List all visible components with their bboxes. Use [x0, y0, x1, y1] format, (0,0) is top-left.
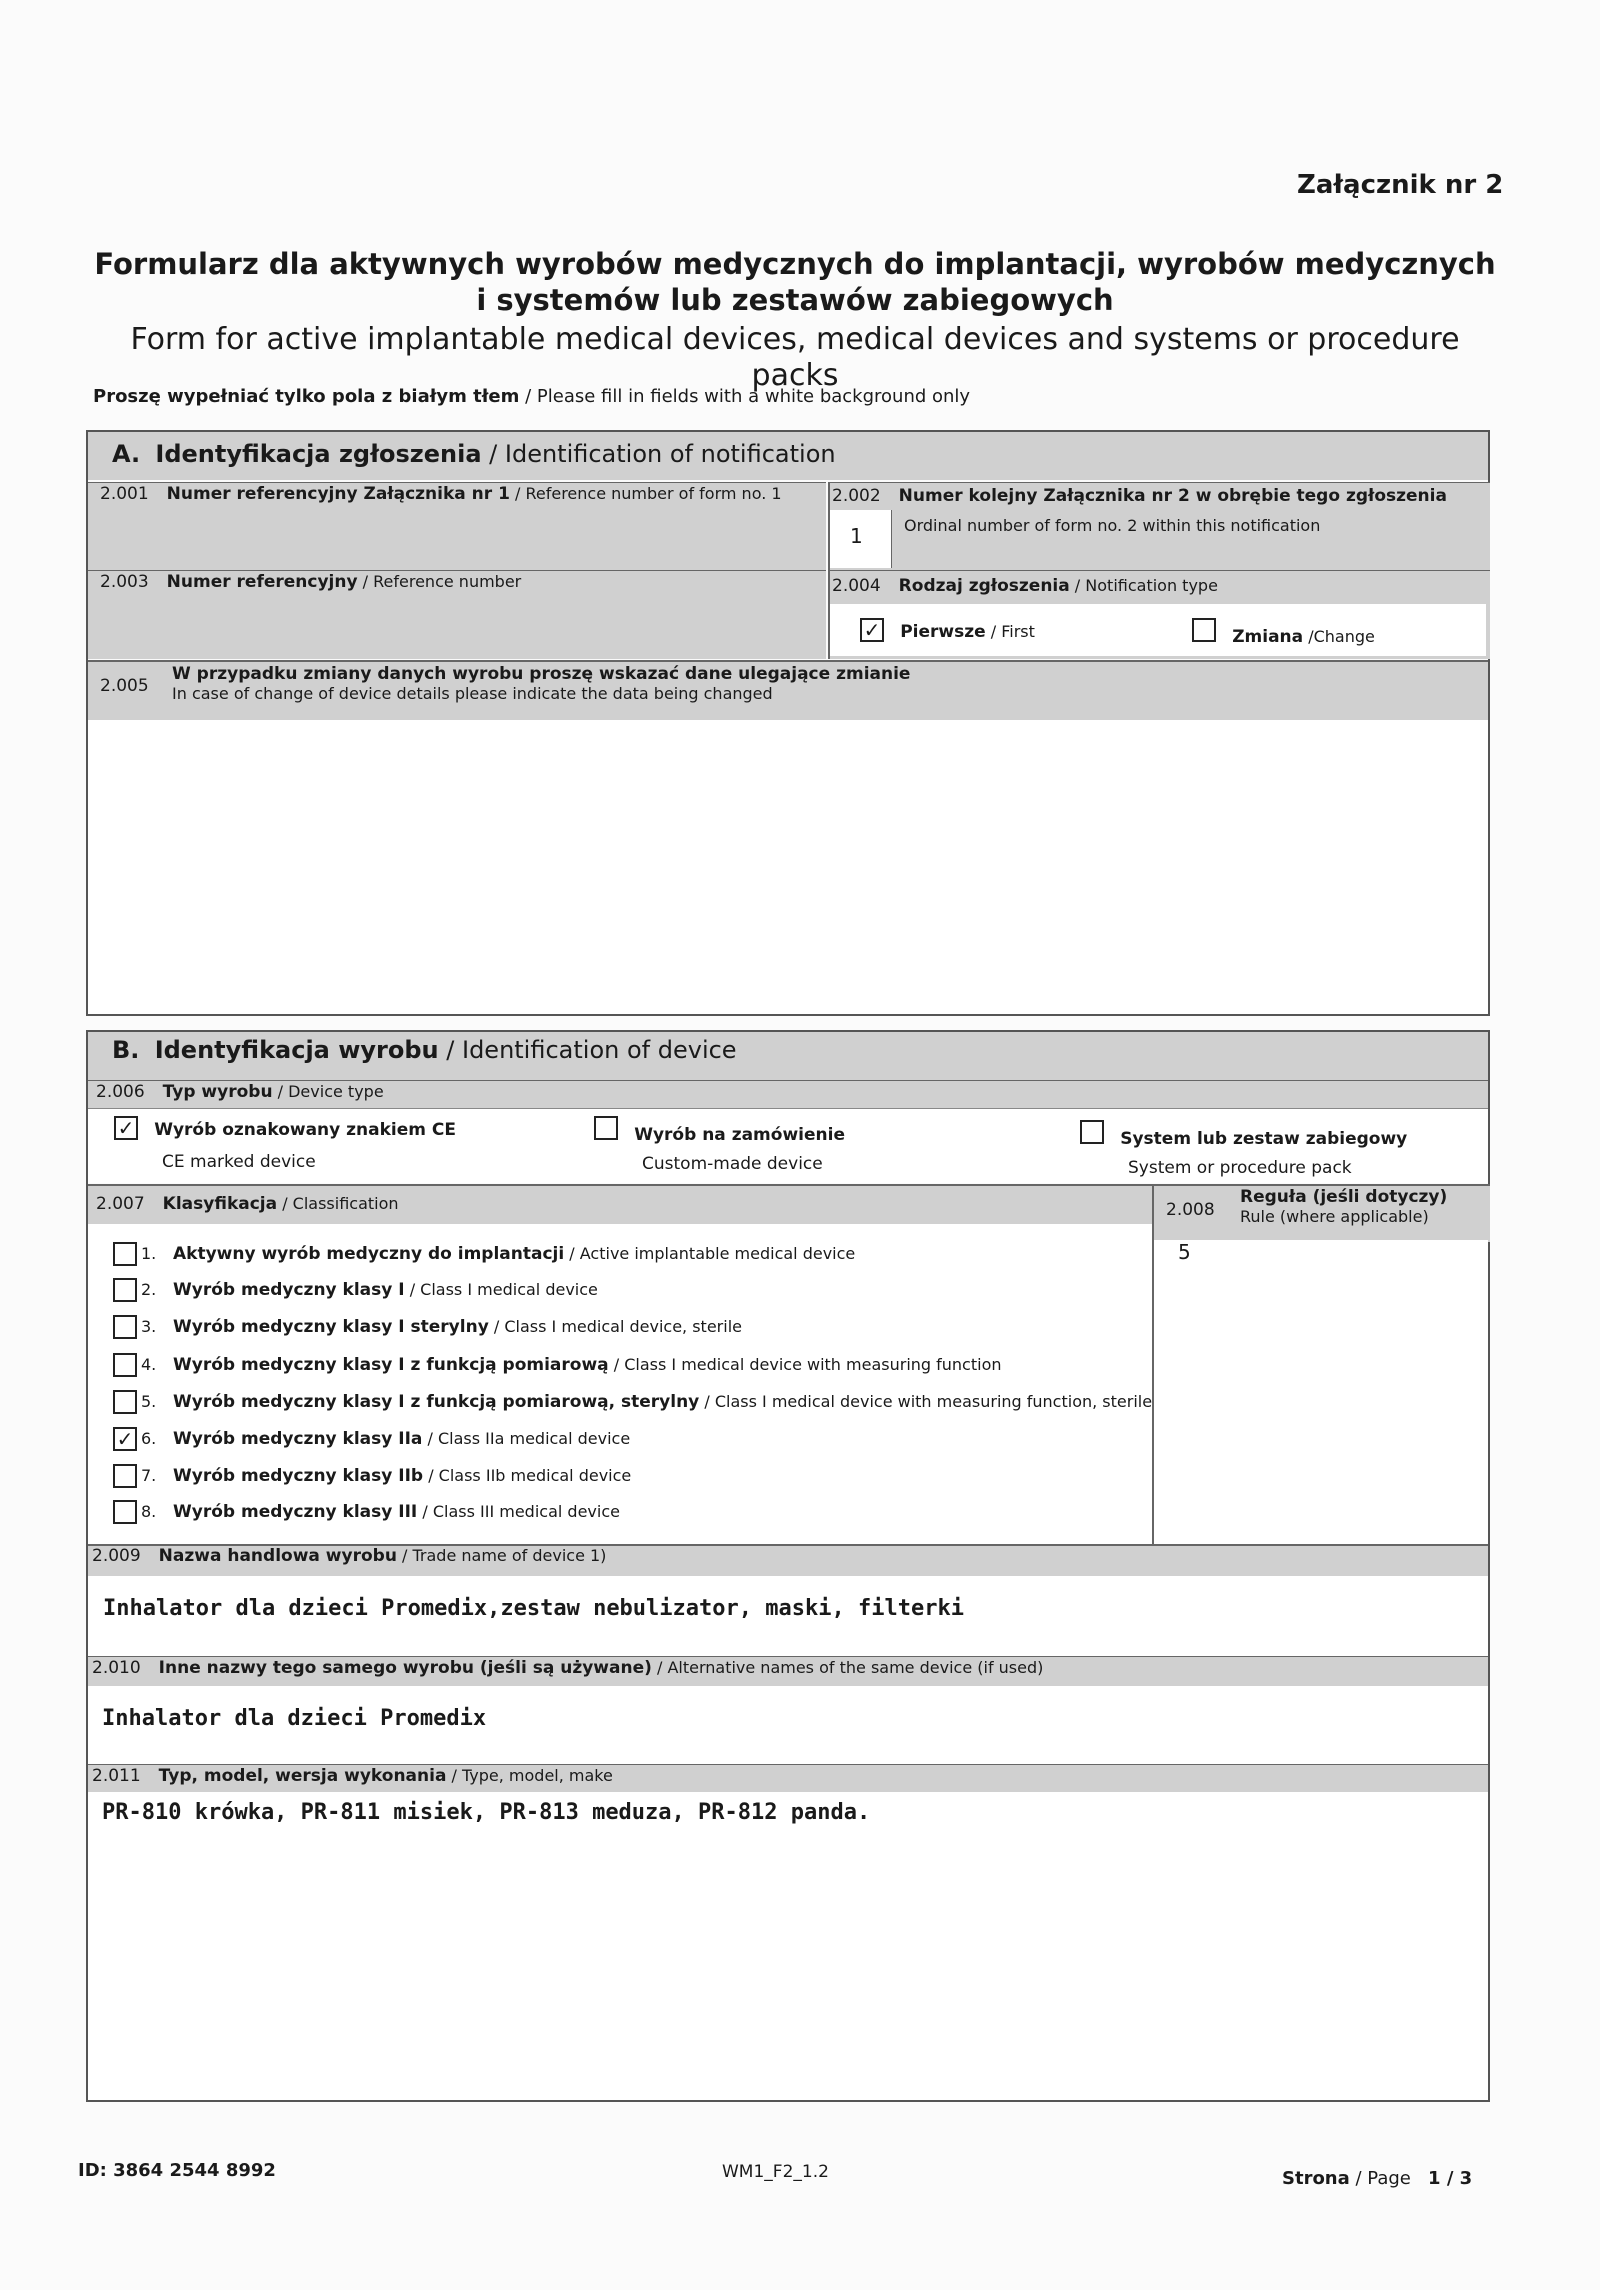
checkbox-custom-made[interactable] — [594, 1116, 618, 1140]
classification-item[interactable] — [113, 1278, 598, 1302]
field-2008-num: 2.008 — [1166, 1200, 1215, 1220]
type-model-value: PR-810 krówka, PR-811 misiek, PR-813 meduza, PR-812 panda. — [102, 1800, 871, 1825]
title-pl-line2: i systemów lub zestawów zabiegowych — [476, 283, 1114, 317]
document-id: ID: 3864 2544 8992 — [78, 2160, 276, 2181]
classification-item[interactable] — [113, 1315, 742, 1339]
classification-label-en: / Class IIb medical device — [423, 1466, 632, 1485]
notification-type-change[interactable] — [1192, 618, 1375, 647]
classification-number: 6. — [141, 1429, 157, 1448]
form-title-en: Form for active implantable medical devices, medical devices and systems or procedure packs — [130, 322, 1460, 393]
field-2004-num: 2.004 — [832, 576, 881, 596]
page-indicator — [1282, 2168, 1472, 2189]
classification-checkbox[interactable]: ✓ — [113, 1427, 137, 1451]
field-2008-value: 5 — [1178, 1240, 1191, 1264]
classification-label-en: / Class III medical device — [417, 1502, 620, 1521]
field-2007-num: 2.007 — [96, 1194, 145, 1214]
classification-number: 7. — [141, 1466, 157, 1485]
field-2001-num: 2.001 — [100, 484, 149, 504]
field-2002-label-en: Ordinal number of form no. 2 within this notification — [904, 516, 1321, 535]
field-2005-label — [172, 664, 910, 704]
instruction-en: / Please fill in fields with a white background only — [519, 386, 971, 407]
form-title-pl — [90, 246, 1500, 318]
first-label-en: / First — [985, 622, 1035, 641]
field-2006-label-en: / Device type — [272, 1082, 384, 1101]
field-2006-label — [96, 1082, 384, 1102]
field-2004-label-en: / Notification type — [1069, 576, 1218, 595]
checkbox-system-pack[interactable] — [1080, 1120, 1104, 1144]
classification-number: 2. — [141, 1280, 157, 1299]
change-label-en: /Change — [1303, 627, 1375, 646]
classification-label-en: / Class I medical device with measuring function — [608, 1355, 1002, 1374]
field-2007-label-en: / Classification — [277, 1194, 399, 1213]
field-2002-input[interactable] — [830, 510, 892, 568]
field-2011-label-en: / Type, model, make — [446, 1766, 613, 1785]
field-2003-input[interactable] — [88, 600, 826, 656]
classification-list — [88, 1224, 1152, 1544]
trade-name-value: Inhalator dla dzieci Promedix,zestaw nebulizator, maski, filterki — [103, 1596, 964, 1621]
classification-number: 8. — [141, 1502, 157, 1521]
field-2003-label-en: / Reference number — [357, 572, 522, 591]
field-2003-label-pl: Numer referencyjny — [166, 572, 358, 592]
system-label-pl: System lub zestaw zabiegowy — [1120, 1129, 1408, 1149]
field-2009-num: 2.009 — [92, 1546, 141, 1566]
classification-label-pl: Wyrób medyczny klasy IIb — [173, 1466, 424, 1486]
field-2008-label — [1240, 1188, 1447, 1226]
field-2008-label-en: Rule (where applicable) — [1240, 1207, 1429, 1226]
field-2002-label — [832, 486, 1447, 506]
field-2007-label-pl: Klasyfikacja — [162, 1194, 278, 1214]
field-2002-num: 2.002 — [832, 486, 881, 506]
field-2010-label-pl: Inne nazwy tego samego wyrobu (jeśli są używane) — [158, 1658, 652, 1678]
type-model-input[interactable] — [88, 1792, 1488, 2100]
classification-checkbox[interactable] — [113, 1464, 137, 1488]
section-a-title-en: / Identification of notification — [481, 440, 836, 468]
field-2009-label-pl: Nazwa handlowa wyrobu — [158, 1546, 397, 1566]
classification-label-pl: Aktywny wyrób medyczny do implantacji — [173, 1244, 565, 1264]
field-2001-label-en: / Reference number of form no. 1 — [509, 484, 782, 503]
section-a-letter: A. — [112, 440, 141, 468]
classification-number: 5. — [141, 1392, 157, 1411]
classification-label-en: / Class I medical device — [404, 1280, 598, 1299]
classification-checkbox[interactable] — [113, 1315, 137, 1339]
classification-item[interactable] — [113, 1353, 1002, 1377]
instruction — [93, 386, 970, 407]
classification-number: 1. — [141, 1244, 157, 1263]
field-2005-num: 2.005 — [100, 676, 149, 696]
checkbox-first[interactable]: ✓ — [860, 618, 884, 642]
field-2003-label — [100, 572, 521, 592]
ce-label-en: CE marked device — [162, 1152, 316, 1172]
field-2001-label — [100, 484, 782, 504]
classification-item[interactable] — [113, 1500, 620, 1524]
classification-label-en: / Class IIa medical device — [422, 1429, 631, 1448]
classification-item[interactable] — [113, 1390, 1152, 1414]
field-2011-num: 2.011 — [92, 1766, 141, 1786]
custom-label-pl: Wyrób na zamówienie — [634, 1125, 845, 1145]
field-2010-label-en: / Alternative names of the same device (if used) — [651, 1658, 1044, 1677]
classification-label-en: / Class I medical device, sterile — [488, 1317, 742, 1336]
field-2005-input[interactable] — [88, 720, 1488, 1014]
classification-checkbox[interactable] — [113, 1278, 137, 1302]
page-number: 1 / 3 — [1428, 2168, 1473, 2189]
field-2008-label-pl: Reguła (jeśli dotyczy) — [1240, 1187, 1448, 1207]
field-2009-label-en: / Trade name of device 1) — [396, 1546, 607, 1565]
custom-label-en: Custom-made device — [642, 1154, 823, 1174]
classification-label-pl: Wyrób medyczny klasy I sterylny — [173, 1317, 489, 1337]
field-2004-label-pl: Rodzaj zgłoszenia — [898, 576, 1070, 596]
classification-checkbox[interactable] — [113, 1390, 137, 1414]
field-2001-label-pl: Numer referencyjny Załącznika nr 1 — [166, 484, 510, 504]
classification-label-pl: Wyrób medyczny klasy I z funkcją pomiarową, sterylny — [173, 1392, 700, 1412]
section-b-title-en: / Identification of device — [438, 1036, 737, 1064]
field-2008-input[interactable] — [1152, 1240, 1488, 1544]
classification-label-en: / Class I medical device with measuring function, sterile — [699, 1392, 1153, 1411]
classification-number: 4. — [141, 1355, 157, 1374]
section-a-title-pl: Identyfikacja zgłoszenia — [155, 440, 482, 468]
field-2001-input[interactable] — [88, 512, 826, 568]
title-pl-line1: Formularz dla aktywnych wyrobów medycznych do implantacji, wyrobów medycznych — [94, 247, 1496, 281]
field-2009-label — [92, 1546, 606, 1566]
field-2005-label-pl: W przypadku zmiany danych wyrobu proszę wskazać dane ulegające zmianie — [172, 664, 911, 684]
section-a-title — [112, 440, 836, 468]
classification-label-pl: Wyrób medyczny klasy I — [173, 1280, 405, 1300]
classification-checkbox[interactable] — [113, 1353, 137, 1377]
device-type-custom[interactable] — [594, 1116, 845, 1145]
field-2006-num: 2.006 — [96, 1082, 145, 1102]
classification-label-pl: Wyrób medyczny klasy III — [173, 1502, 418, 1522]
field-2005-label-en: In case of change of device details please indicate the data being changed — [172, 684, 773, 703]
page-label-pl: Strona — [1282, 2168, 1350, 2189]
section-b-title — [112, 1036, 737, 1064]
field-2002-value: 1 — [850, 524, 863, 548]
field-2003-num: 2.003 — [100, 572, 149, 592]
device-type-system[interactable] — [1080, 1120, 1407, 1149]
classification-checkbox[interactable] — [113, 1242, 137, 1266]
classification-item[interactable] — [113, 1464, 631, 1488]
instruction-pl: Proszę wypełniać tylko pola z białym tłem — [93, 386, 520, 407]
classification-item[interactable] — [113, 1427, 630, 1451]
system-label-en: System or procedure pack — [1128, 1158, 1352, 1178]
field-2011-label-pl: Typ, model, wersja wykonania — [158, 1766, 447, 1786]
section-b-letter: B. — [112, 1036, 140, 1064]
classification-label-pl: Wyrób medyczny klasy I z funkcją pomiarową — [173, 1355, 609, 1375]
section-b-title-pl: Identyfikacja wyrobu — [154, 1036, 439, 1064]
checkbox-change[interactable] — [1192, 618, 1216, 642]
checkbox-ce-marked[interactable]: ✓ — [114, 1116, 138, 1140]
annex-label: Załącznik nr 2 — [1297, 170, 1504, 200]
device-type-ce[interactable] — [114, 1116, 456, 1140]
field-2010-label — [92, 1658, 1043, 1678]
change-label-pl: Zmiana — [1232, 627, 1304, 647]
classification-item[interactable] — [113, 1242, 855, 1266]
field-2010-num: 2.010 — [92, 1658, 141, 1678]
alt-names-value: Inhalator dla dzieci Promedix — [102, 1706, 487, 1731]
ce-label-pl: Wyrób oznakowany znakiem CE — [154, 1120, 457, 1140]
field-2006-label-pl: Typ wyrobu — [162, 1082, 273, 1102]
classification-number: 3. — [141, 1317, 157, 1336]
field-2002-label-pl: Numer kolejny Załącznika nr 2 w obrębie tego zgłoszenia — [898, 486, 1447, 506]
field-2011-label — [92, 1766, 613, 1786]
form-code: WM1_F2_1.2 — [722, 2162, 829, 2182]
page-label-en: / Page — [1349, 2168, 1411, 2189]
notification-type-first[interactable] — [860, 618, 1035, 642]
classification-label-en: / Active implantable medical device — [564, 1244, 856, 1263]
classification-label-pl: Wyrób medyczny klasy IIa — [173, 1429, 423, 1449]
first-label-pl: Pierwsze — [900, 622, 986, 642]
field-2007-label — [96, 1194, 399, 1214]
field-2004-label — [832, 576, 1218, 596]
classification-checkbox[interactable] — [113, 1500, 137, 1524]
